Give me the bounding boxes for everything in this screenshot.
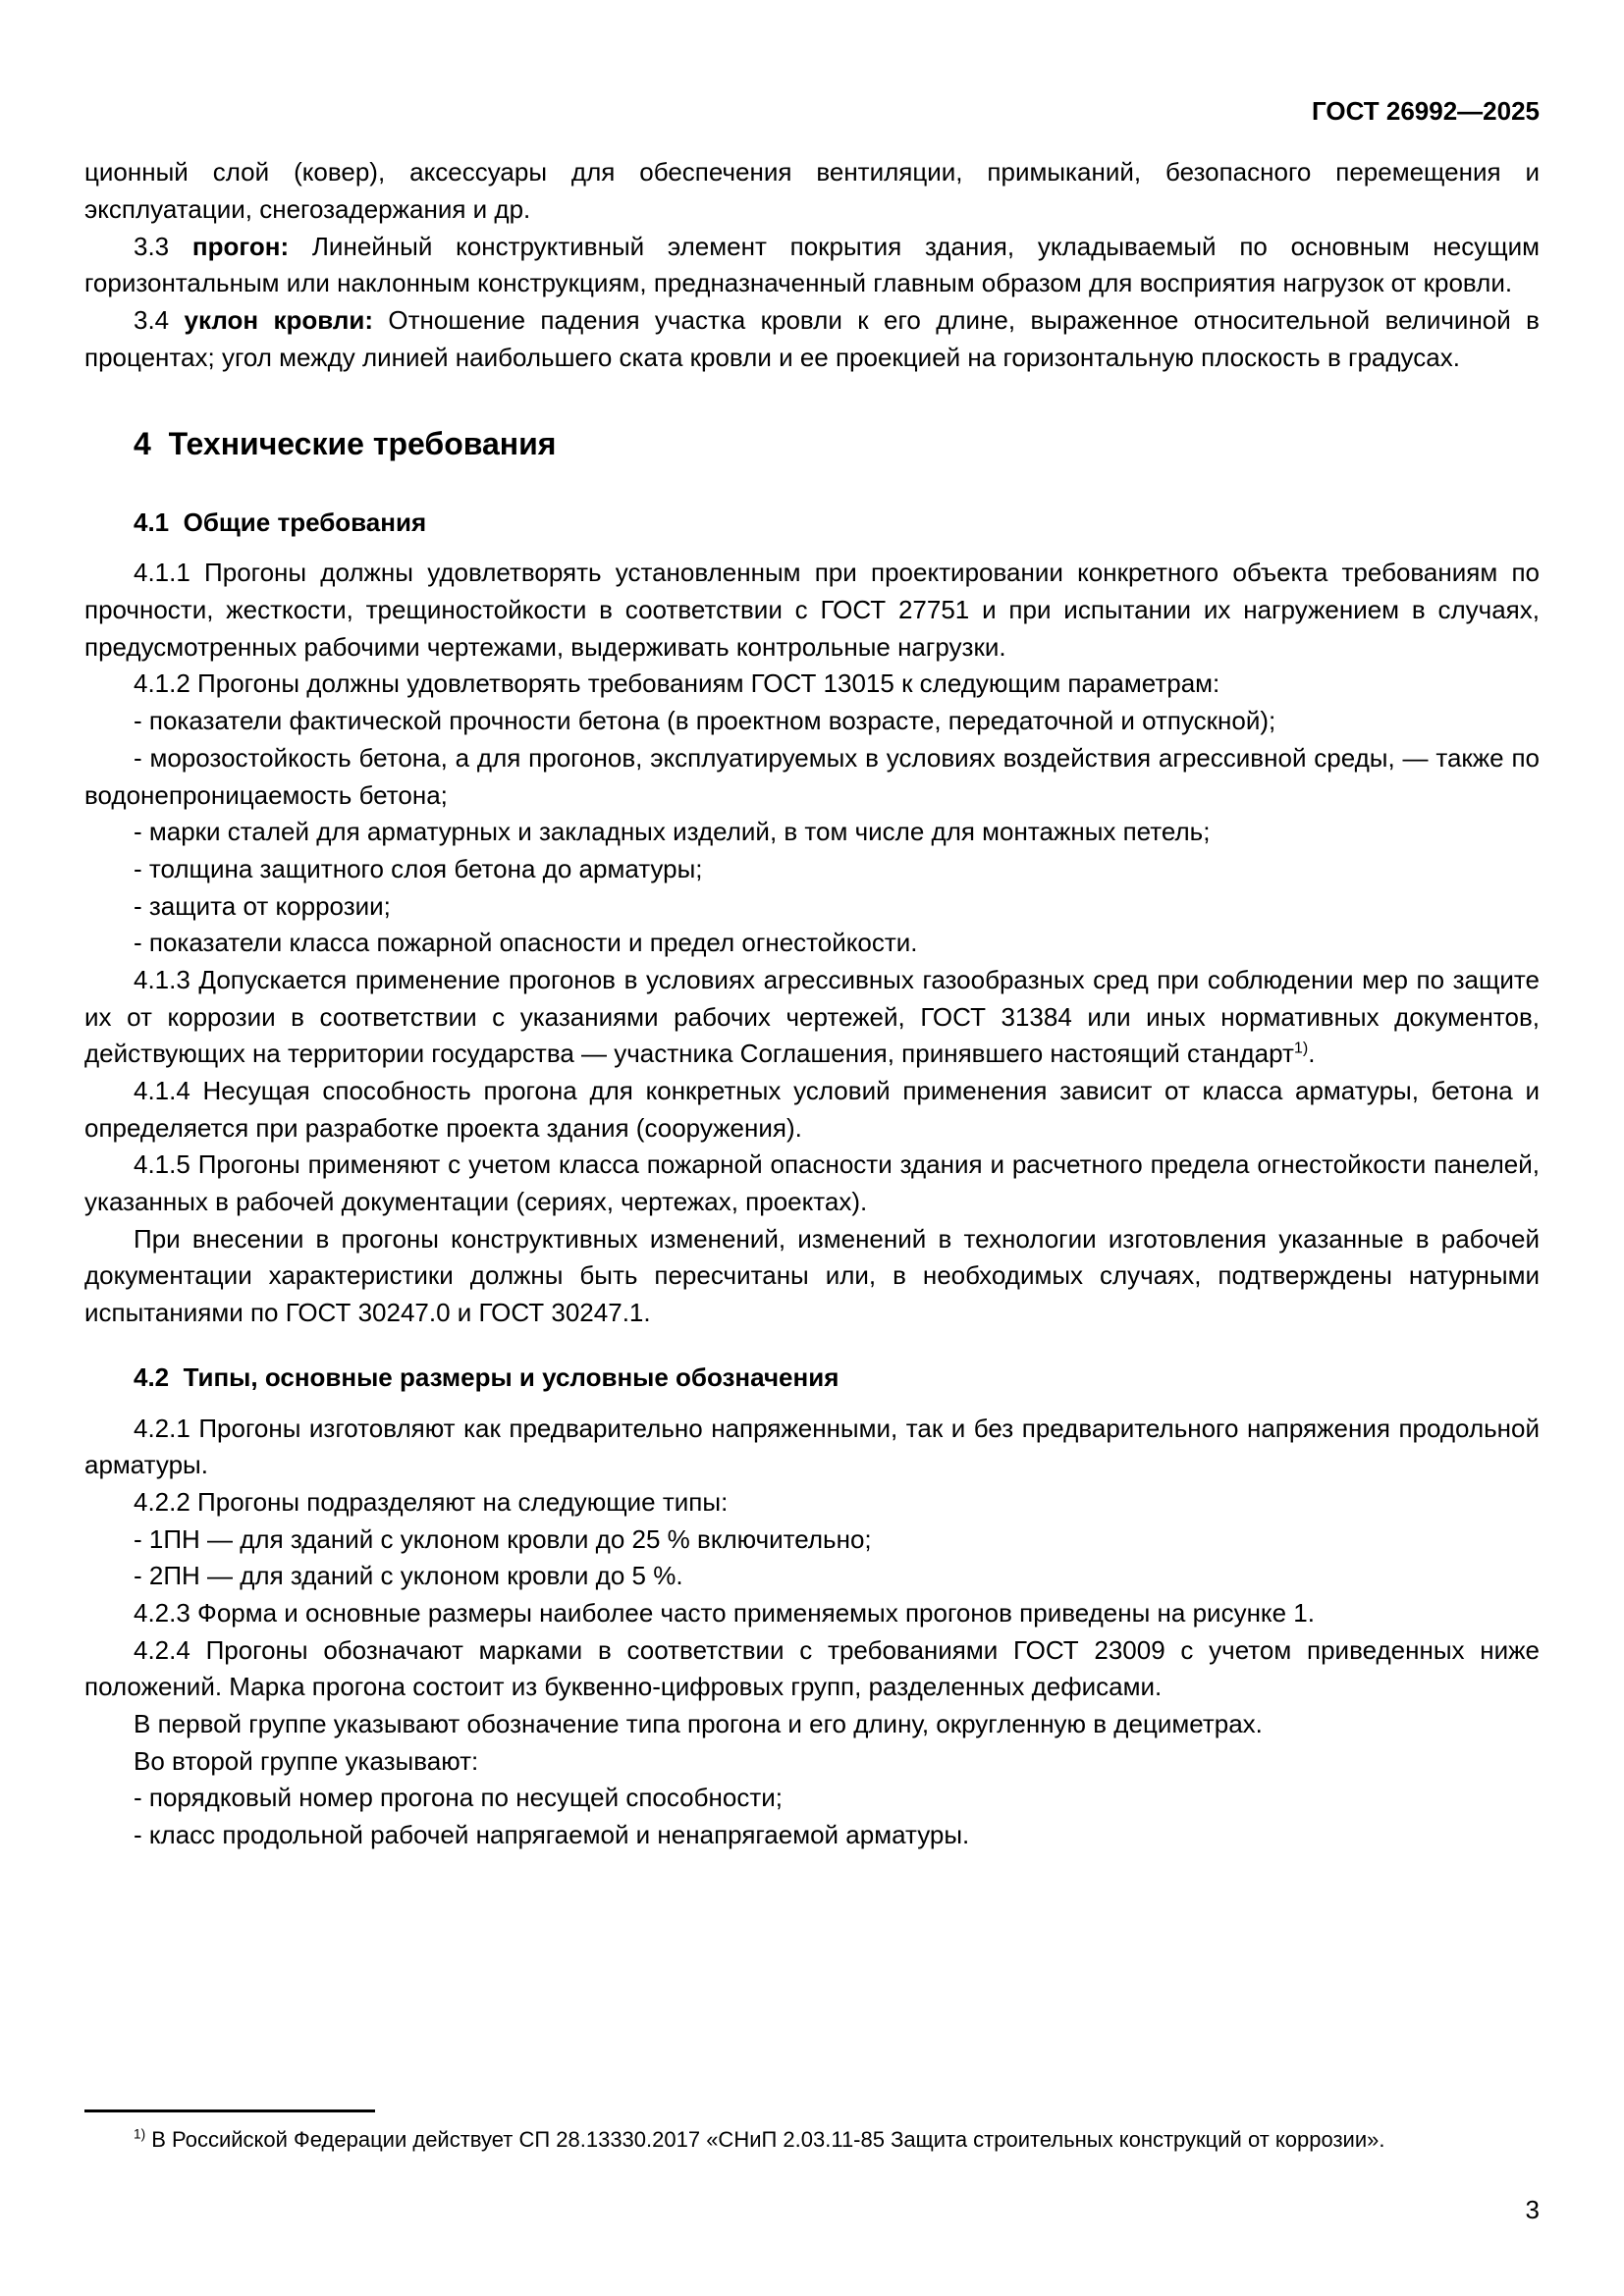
footnote-marker: 1)	[134, 2126, 146, 2142]
page-number: 3	[1525, 2195, 1540, 2224]
paragraph	[84, 1411, 1540, 1484]
text-run: 4.2.2 Прогоны подразделяют на следующие типы:	[134, 1486, 729, 1517]
paragraph	[84, 154, 1540, 228]
text-run: Отношение падения участка кровли к его длине, выраженное относительной величиной в процентах; угол между линией наибольшего ската кровли и ее проекцией на горизонтальную плоскость в градусах.	[84, 304, 1540, 372]
text-run: 4.2 Типы, основные размеры и условные обозначения	[134, 1362, 839, 1392]
text-run: 1)	[1293, 1039, 1309, 1057]
section-heading	[84, 421, 1540, 466]
text-run: При внесении в прогоны конструктивных изменений, изменений в технологии изготовления указанные в рабочей документации характеристики должны быть пересчитаны или, в необходимых случаях, подтверждены натурными испытаниями по ГОСТ 30247.0 и ГОСТ 30247.1.	[84, 1223, 1540, 1328]
paragraph	[84, 1743, 1540, 1781]
footnote-body: В Российской Федерации действует СП 28.13330.2017 «СНиП 2.03.11-85 Защита строительных конструкций от коррозии».	[145, 2127, 1385, 2153]
text-run: - показатели фактической прочности бетона (в проектном возрасте, передаточной и отпускной);	[134, 706, 1276, 736]
paragraph	[84, 740, 1540, 814]
text-run: Линейный конструктивный элемент покрытия здания, укладываемый по основным несущим горизонтальным или наклонным конструкциям, предназначенный главным образом для восприятия нагрузок от кровли.	[84, 231, 1540, 298]
text-run: 4 Технические требования	[134, 426, 557, 462]
text-run: - порядковый номер прогона по несущей способности;	[134, 1783, 784, 1813]
text-run: В первой группе указывают обозначение типа прогона и его длину, округленную в дециметрах.	[134, 1709, 1263, 1739]
text-run: .	[1308, 1039, 1316, 1069]
paragraph	[84, 555, 1540, 666]
paragraph	[84, 1558, 1540, 1595]
footnote-divider	[84, 2109, 375, 2112]
paragraph	[84, 888, 1540, 926]
paragraph	[84, 925, 1540, 962]
section-heading	[84, 505, 1540, 542]
text-run: 4.2.4 Прогоны обозначают марками в соответствии с требованиями ГОСТ 23009 с учетом приведенных ниже положений. Марка прогона состоит из буквенно-цифровых групп, разделенных дефисами.	[84, 1634, 1540, 1702]
text-run: 4.1.5 Прогоны применяют с учетом класса пожарной опасности здания и расчетного предела огнестойкости панелей, указанных в рабочей документации (сериях, чертежах, проектах).	[84, 1149, 1540, 1217]
text-run: 4.1.3 Допускается применение прогонов в условиях агрессивных газообразных сред при соблюдении мер по защите их от коррозии в соответствии с указаниями рабочих чертежей, ГОСТ 31384 или иных нормативных документов, действующих на территории государства — участника Соглашения, принявшего настоящий стандарт	[84, 964, 1540, 1069]
text-run: прогон:	[191, 231, 290, 261]
text-run: 4.1.4 Несущая способность прогона для конкретных условий применения зависит от класса арматуры, бетона и определяется при разработке проекта здания (сооружения).	[84, 1076, 1540, 1143]
text-run: - 1ПН — для зданий с уклоном кровли до 25 % включительно;	[134, 1523, 872, 1554]
paragraph	[84, 851, 1540, 888]
text-run: 4.2.3 Форма и основные размеры наиболее часто применяемых прогонов приведены на рисунке 1.	[134, 1597, 1315, 1628]
footnote	[84, 2109, 1540, 2156]
paragraph	[84, 1780, 1540, 1817]
text-run: - морозостойкость бетона, а для прогонов, эксплуатируемых в условиях воздействия агрессивной среды, — также по водонепроницаемость бетона;	[84, 742, 1540, 810]
paragraph	[84, 302, 1540, 376]
paragraph	[84, 703, 1540, 740]
text-run: 3.4	[134, 304, 185, 335]
paragraph	[84, 1706, 1540, 1743]
document-body	[84, 154, 1540, 1854]
text-run: - 2ПН — для зданий с уклоном кровли до 5 %.	[134, 1561, 683, 1591]
paragraph	[84, 666, 1540, 703]
text-run: - класс продольной рабочей напрягаемой и ненапрягаемой арматуры.	[134, 1820, 970, 1850]
paragraph	[84, 1073, 1540, 1147]
document-number: ГОСТ 26992—2025	[1312, 96, 1540, 126]
section-heading	[84, 1360, 1540, 1397]
paragraph	[84, 1221, 1540, 1332]
text-run: 4.1.1 Прогоны должны удовлетворять установленным при проектировании конкретного объекта требованиям по прочности, жесткости, трещиностойкости в соответствии с ГОСТ 27751 и при испытании их нагружением в случаях, предусмотренных рабочими чертежами, выдерживать контрольные нагрузки.	[84, 558, 1540, 662]
text-run: - толщина защитного слоя бетона до арматуры;	[134, 853, 703, 883]
text-run: - марки сталей для арматурных и закладных изделий, в том числе для монтажных петель;	[134, 817, 1211, 847]
text-run: Во второй группе указывают:	[134, 1745, 479, 1776]
text-run: ционный слой (ковер), аксессуары для обеспечения вентиляции, примыканий, безопасного перемещения и эксплуатации, снегозадержания и др.	[84, 157, 1540, 224]
text-run: - защита от коррозии;	[134, 890, 391, 921]
paragraph	[84, 1595, 1540, 1632]
paragraph	[84, 1817, 1540, 1854]
footnote-text	[84, 2124, 1540, 2156]
text-run: уклон кровли:	[184, 304, 374, 335]
text-run: 4.1 Общие требования	[134, 507, 427, 537]
paragraph	[84, 1147, 1540, 1220]
text-run: 4.2.1 Прогоны изготовляют как предварительно напряженными, так и без предварительного напряжения продольной арматуры.	[84, 1413, 1540, 1480]
paragraph	[84, 1522, 1540, 1559]
paragraph	[84, 962, 1540, 1073]
paragraph	[84, 1484, 1540, 1522]
text-run: 4.1.2 Прогоны должны удовлетворять требованиям ГОСТ 13015 к следующим параметрам:	[134, 668, 1220, 699]
paragraph	[84, 1632, 1540, 1706]
text-run: 3.3	[134, 231, 192, 261]
paragraph	[84, 814, 1540, 851]
spacer	[84, 1854, 1540, 2109]
text-run: - показатели класса пожарной опасности и предел огнестойкости.	[134, 928, 918, 958]
paragraph	[84, 229, 1540, 302]
